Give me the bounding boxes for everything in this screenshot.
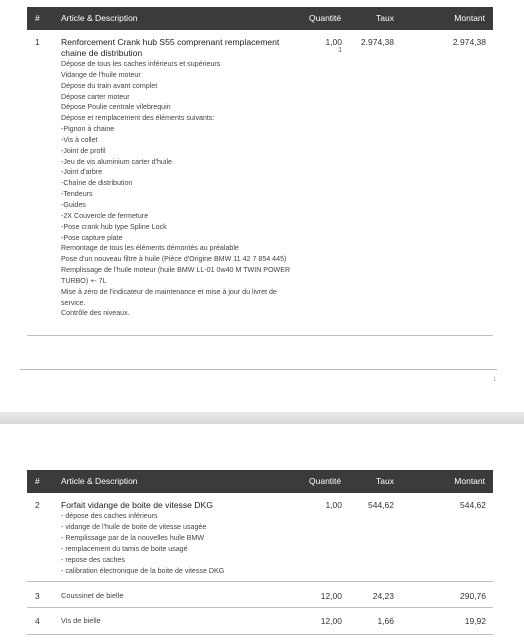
description-line: -Guides (61, 200, 86, 209)
row-amount: 2.974,38 (452, 37, 486, 47)
row-article: Vis de bielle (61, 616, 101, 625)
row-rate: 24,23 (372, 591, 394, 601)
description-line: - Remplissage par de la nouvelles huile BMW (61, 534, 205, 542)
row-rate: 1,66 (377, 616, 394, 626)
description-line: Dépose Poulie centrale vilebrequin (61, 103, 171, 112)
header-quantity: Quantité (309, 13, 342, 23)
row-divider (27, 581, 493, 582)
row-amount: 544,62 (460, 500, 486, 510)
description-line: - vidange de l'huile de boite de vitesse usagée (61, 523, 207, 531)
table-row (27, 616, 493, 630)
row-article (61, 37, 297, 319)
description-line: Dépose et remplacement des éléments suivants: (61, 114, 215, 123)
row-number: 4 (35, 616, 40, 626)
item-description (61, 511, 297, 577)
row-quantity: 1,00 (325, 500, 342, 510)
row-article: Coussinet de bielle (61, 591, 124, 600)
header-number: # (35, 13, 40, 23)
description-line: Remplissage de l'huile moteur (huile BMW LL-01 0w40 M TWIN POWER TURBO) +- 7L (61, 266, 291, 285)
row-number: 1 (35, 37, 40, 47)
header-amount: Montant (454, 476, 485, 486)
row-rate: 544,62 (368, 500, 394, 510)
page-gap (0, 412, 524, 424)
description-line: - repose des caches (61, 556, 125, 564)
description-line: Dépose du train avant complet (61, 81, 158, 90)
row-quantity: 12,00 (320, 616, 342, 626)
row-divider (27, 634, 493, 635)
row-divider (27, 335, 493, 336)
description-line: -Tendeurs (61, 190, 93, 199)
header-article: Article & Description (61, 476, 138, 486)
item-title: Renforcement Crank hub S55 comprenant remplacement chaine de distribution (61, 37, 280, 58)
description-line: - remplacement du tamis de boite usagé (61, 545, 188, 553)
description-line: Dépose de tous les caches inférieurs et supérieurs (61, 60, 221, 68)
quantity-unit: 1 (338, 47, 342, 54)
description-line: - calibration électronique de la boite de vitesse DKG (61, 567, 225, 575)
table-row (27, 591, 493, 605)
table-header (27, 470, 493, 493)
table-header (27, 7, 493, 30)
row-number: 3 (35, 591, 40, 601)
description-line: Mise à zéro de l'indicateur de maintenance et mise à jour du livret de service. (61, 287, 277, 307)
table-row (27, 37, 493, 333)
description-line: -Vis à collet (61, 135, 98, 144)
row-amount: 290,76 (460, 591, 486, 601)
item-title: Forfait vidange de boite de vitesse DKG (61, 500, 213, 510)
description-line: -Jeu de vis aluminium carter d'huile (61, 157, 172, 166)
row-number: 2 (35, 500, 40, 510)
description-line: -Chaîne de distribution (61, 179, 133, 188)
header-number: # (35, 476, 40, 486)
row-article (61, 500, 297, 577)
item-description (61, 59, 297, 319)
description-line: -Joint de profil (61, 146, 106, 155)
description-line: Contrôle des niveaux. (61, 309, 130, 318)
header-rate: Taux (376, 476, 394, 486)
row-quantity: 12,00 (320, 591, 342, 601)
row-rate: 2.974,38 (360, 37, 394, 47)
description-line: -Pignon à chaine (61, 125, 115, 134)
header-article: Article & Description (61, 13, 138, 23)
description-line: - dépose des caches inférieurs (61, 512, 158, 520)
description-line: Remontage de tous les éléments démontés au préalable (61, 244, 239, 253)
description-line: -Pose capture plate (61, 233, 123, 242)
row-quantity (309, 37, 342, 54)
description-line: -Joint d'arbre (61, 168, 103, 177)
row-divider (27, 607, 493, 608)
header-amount: Montant (454, 13, 485, 23)
description-line: Pose d'un nouveau filtre à huile (Pièce d'Origine BMW 11 42 7 854 445) (61, 255, 287, 264)
description-line: Dépose carter moteur (61, 92, 130, 101)
header-quantity: Quantité (309, 476, 342, 486)
row-amount: 19,92 (464, 616, 486, 626)
quantity-value: 1,00 (325, 37, 342, 47)
description-line: -Pose crank hub type Spline Lock (61, 222, 167, 231)
page-divider (20, 369, 497, 370)
invoice-page-2 (0, 424, 524, 640)
table-row (27, 500, 493, 580)
description-line: Vidange de l'huile moteur (61, 70, 141, 79)
header-rate: Taux (376, 13, 394, 23)
description-line: -2X Couvercle de fermeture (61, 211, 149, 220)
page-mark: 1 (493, 377, 497, 383)
